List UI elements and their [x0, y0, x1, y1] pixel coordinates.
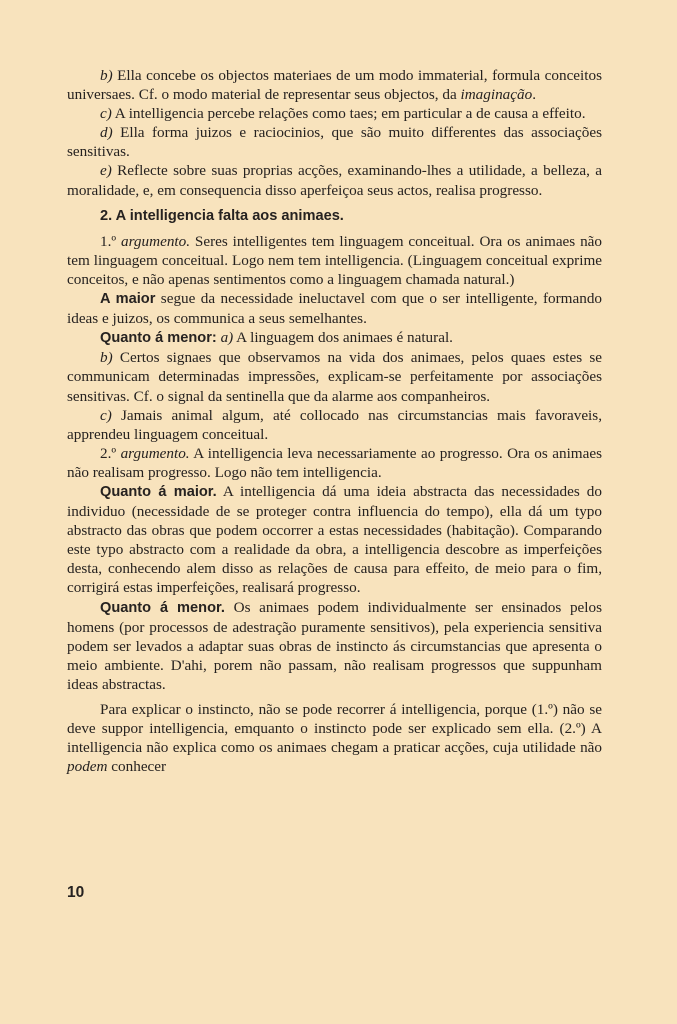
bold-lead: Quanto á menor.	[100, 599, 225, 616]
item-letter: c)	[100, 105, 112, 123]
paragraph-second-argument	[67, 444, 602, 482]
paragraph-minor-premise	[67, 328, 602, 348]
bold-lead: A maior	[100, 291, 156, 308]
paragraph-text: segue da necessidade ineluctavel com que o ser intelligente, formando ideas e juizos, os communica a seus semelhantes.	[67, 290, 603, 328]
paragraph-text: A intelligencia percebe relações como taes; em particular a de causa a effeito.	[111, 105, 586, 123]
paragraph-tail: .	[532, 86, 536, 104]
paragraph-c-relations	[67, 104, 602, 123]
paragraph-text: A linguagem dos animaes é natural.	[233, 329, 453, 347]
paragraph-d-judgements	[67, 123, 602, 161]
paragraph-text: Seres intelligentes tem linguagem conceitual. Ora os animaes não tem linguagem conceitual. Logo nem tem intelligencia. (Linguagem conceitual exprime conceitos, e não apenas sentimentos como a linguagem chamada natural.)	[67, 232, 603, 288]
paragraph-text: Ella forma juizos e raciocinios, que são muito differentes das associações sensitivas.	[67, 124, 602, 161]
item-letter: a)	[220, 329, 234, 347]
argument-label: argumento.	[120, 444, 190, 462]
argument-number: 2.º	[100, 444, 117, 462]
paragraph-e-reflection	[67, 161, 602, 199]
paragraph-signals	[67, 348, 602, 405]
paragraph-text: Jamais animal algum, até collocado nas circumstancias mais favoraveis, apprendeu linguagem conceitual.	[67, 406, 602, 443]
body-text	[67, 66, 602, 776]
item-letter: c)	[100, 406, 112, 424]
paragraph-text: Para explicar o instincto, não se pode recorrer á intelligencia, porque (1.º) não se deve suppor intelligencia, emquanto o instincto pode ser explicado sem ella. (2.º) A intelligencia não explica como os animaes chegam a praticar acções, cuja utilidade não	[67, 701, 602, 757]
italic-word: imaginação	[460, 86, 533, 104]
paragraph-second-minor	[67, 598, 602, 694]
italic-word: podem	[67, 758, 108, 776]
paragraph-text: A intelligencia leva necessariamente ao progresso. Ora os animaes não realisam progresso. Logo não tem intelligencia.	[67, 444, 602, 481]
paragraph-b-concepts	[67, 66, 602, 104]
argument-label: argumento.	[120, 232, 191, 250]
bold-lead: Quanto á menor:	[100, 330, 217, 347]
bold-lead: Quanto á maior.	[100, 483, 217, 500]
paragraph-instinct	[67, 700, 602, 776]
section-heading-text: 2. A intelligencia falta aos animaes.	[100, 207, 344, 224]
paragraph-text: A intelligencia dá uma ideia abstracta das necessidades do individuo (necessidade de se proteger contra influencia do tempo), ella dá um typo abstracto das obras que podem occorrer a estas necessidades (habitação). Comparando este typo abstracto com a realidade da obra, a intelligencia descobre as imperfeições desta, conhecendo alem disso as relações de causa para effeito, de meio para o fim, corrigirá estas imperfeições, realisará progresso.	[67, 482, 602, 597]
argument-number: 1.º	[100, 232, 117, 250]
paragraph-first-argument	[67, 232, 602, 289]
page-number: 10	[67, 884, 85, 901]
paragraph-second-major	[67, 482, 602, 598]
section-heading	[67, 206, 602, 226]
item-letter: d)	[100, 124, 113, 142]
item-letter: b)	[100, 349, 113, 367]
paragraph-text: Ella concebe os objectos materiaes de um modo immaterial, formula conceitos universaes. Cf. o modo material de representar seus objectos, da	[67, 67, 602, 104]
paragraph-tail: conhecer	[107, 758, 167, 776]
paragraph-text: Os animaes podem individualmente ser ensinados pelos homens (por processos de adestração puramente sensitivos), pela experiencia sensitiva podem ser levados a adaptar suas obras de instincto ás circumstancias que apresenta o meio ambiente. D'ahi, porem não passam, não realisam progressos que suppunham ideas abstractas.	[67, 598, 602, 693]
paragraph-never-learned	[67, 406, 602, 444]
item-letter: b)	[100, 67, 113, 84]
paragraph-text: Certos signaes que observamos na vida dos animaes, pelos quaes estes se communicam determinadas impressões, explicam-se perfeitamente por associações sensitivas. Cf. o signal da sentinella que da alarme aos companheiros.	[67, 349, 602, 405]
paragraph-text: Reflecte sobre suas proprias acções, examinando-lhes a utilidade, a belleza, a moralidade, e, em consequencia disso aperfeiçoa seus actos, realisa progresso.	[67, 162, 602, 199]
item-letter: e)	[100, 162, 112, 180]
paragraph-major-premise	[67, 289, 602, 328]
